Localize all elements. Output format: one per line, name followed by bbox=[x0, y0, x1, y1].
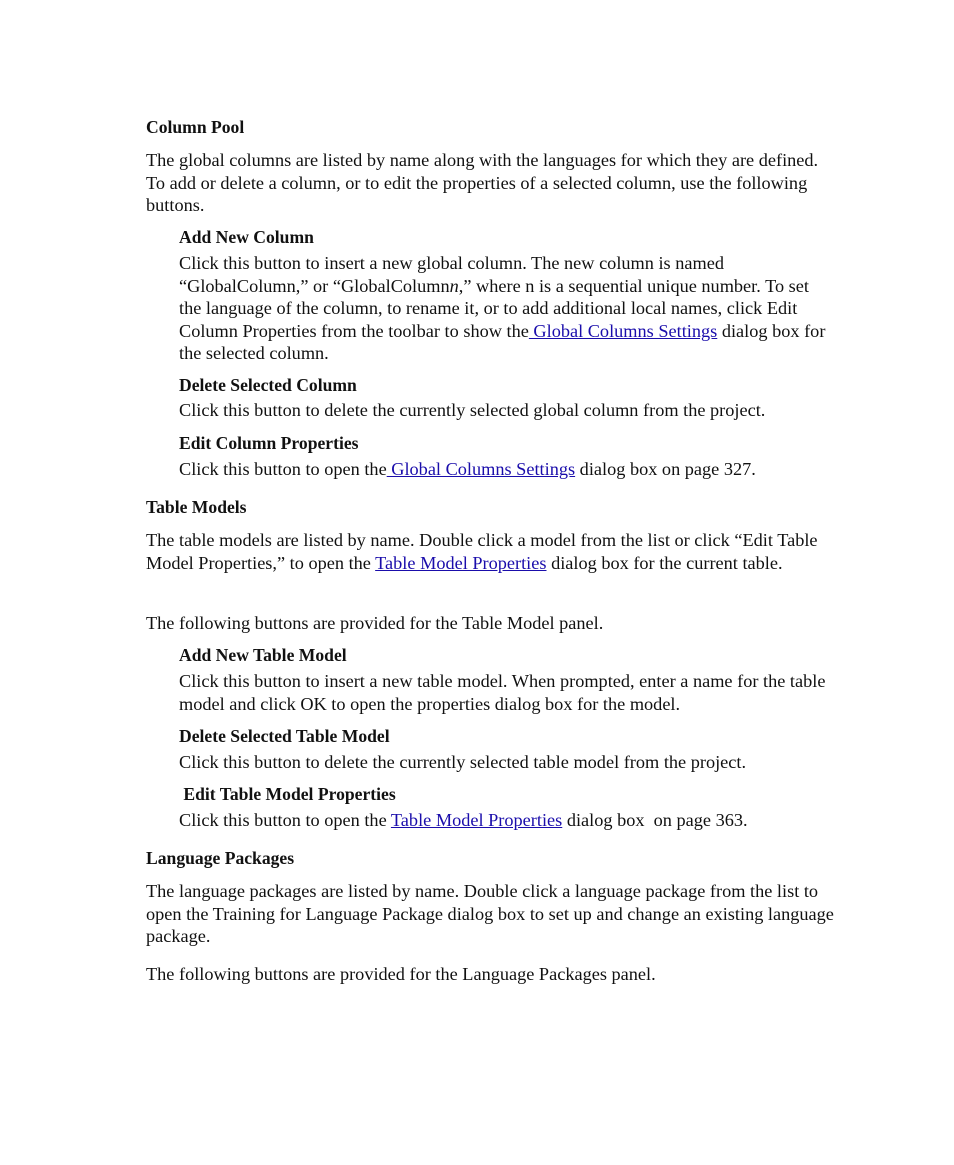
edit-column-properties-title: Edit Column Properties bbox=[179, 433, 359, 453]
table-models-intro-part1: The table models are listed by name. Double click a model from the list or click “Edit Table Model Properties,” to open the bbox=[146, 530, 818, 573]
add-new-column-text-part3: dialog box for the selected column. bbox=[179, 320, 826, 363]
table-model-properties-link[interactable]: Table Model Properties bbox=[375, 552, 547, 573]
delete-selected-table-model-text: Click this button to delete the currently selected table model from the project. bbox=[179, 752, 747, 772]
table-models-following: The following buttons are provided for the Table Model panel. bbox=[146, 613, 604, 633]
delete-selected-column-title: Delete Selected Column bbox=[179, 375, 357, 395]
section-heading-table-models: Table Models bbox=[146, 497, 247, 517]
edit-table-model-properties-text-part1: Click this button to open the bbox=[179, 810, 391, 830]
add-new-column-text bbox=[179, 252, 829, 365]
add-new-column-text-part1: Click this button to insert a new global column. The new column is named “GlobalColumn,” or “GlobalColumn bbox=[179, 253, 724, 296]
column-pool-intro: The global columns are listed by name along with the languages for which they are defined. To add or delete a column, or to edit the properties of a selected column, use the following buttons. bbox=[146, 150, 819, 215]
table-model-properties-link-2[interactable]: Table Model Properties bbox=[390, 810, 563, 830]
language-packages-intro: The language packages are listed by name. Double click a language package from the list to open the Training for Language Package dialog box to set up and change an existing language package. bbox=[146, 881, 834, 946]
edit-table-model-properties-text-part2: dialog box on page 363. bbox=[562, 810, 748, 830]
add-new-column-title: Add New Column bbox=[179, 227, 314, 247]
edit-table-model-properties-title: Edit Table Model Properties bbox=[179, 784, 396, 804]
add-new-column-text-n: n bbox=[449, 275, 459, 296]
section-heading-column-pool: Column Pool bbox=[146, 117, 245, 137]
section-heading-language-packages: Language Packages bbox=[146, 848, 295, 868]
edit-column-properties-text-part2: dialog box on page 327. bbox=[575, 459, 756, 479]
delete-selected-table-model-title: Delete Selected Table Model bbox=[179, 726, 390, 746]
table-models-intro bbox=[146, 529, 831, 574]
global-columns-settings-link-2[interactable]: Global Columns Settings bbox=[386, 459, 576, 479]
add-new-column-text-part2: ,” where n is a sequential unique number. To set the language of the column, to rename it, or to add additional local names, click Edit Column Properties from the toolbar to show the bbox=[179, 275, 809, 341]
add-new-table-model-text: Click this button to insert a new table model. When prompted, enter a name for the table model and click OK to open the properties dialog box for the model. bbox=[179, 671, 826, 714]
language-packages-following: The following buttons are provided for the Language Packages panel. bbox=[146, 964, 656, 984]
global-columns-settings-link[interactable]: Global Columns Settings bbox=[528, 320, 718, 341]
table-models-intro-part2: dialog box for the current table. bbox=[546, 552, 783, 573]
edit-column-properties-text-part1: Click this button to open the bbox=[179, 459, 387, 479]
edit-table-model-properties-text bbox=[179, 809, 839, 832]
edit-column-properties-text bbox=[179, 458, 839, 481]
add-new-table-model-title: Add New Table Model bbox=[179, 645, 347, 665]
delete-selected-column-text: Click this button to delete the currently selected global column from the project. bbox=[179, 400, 766, 420]
